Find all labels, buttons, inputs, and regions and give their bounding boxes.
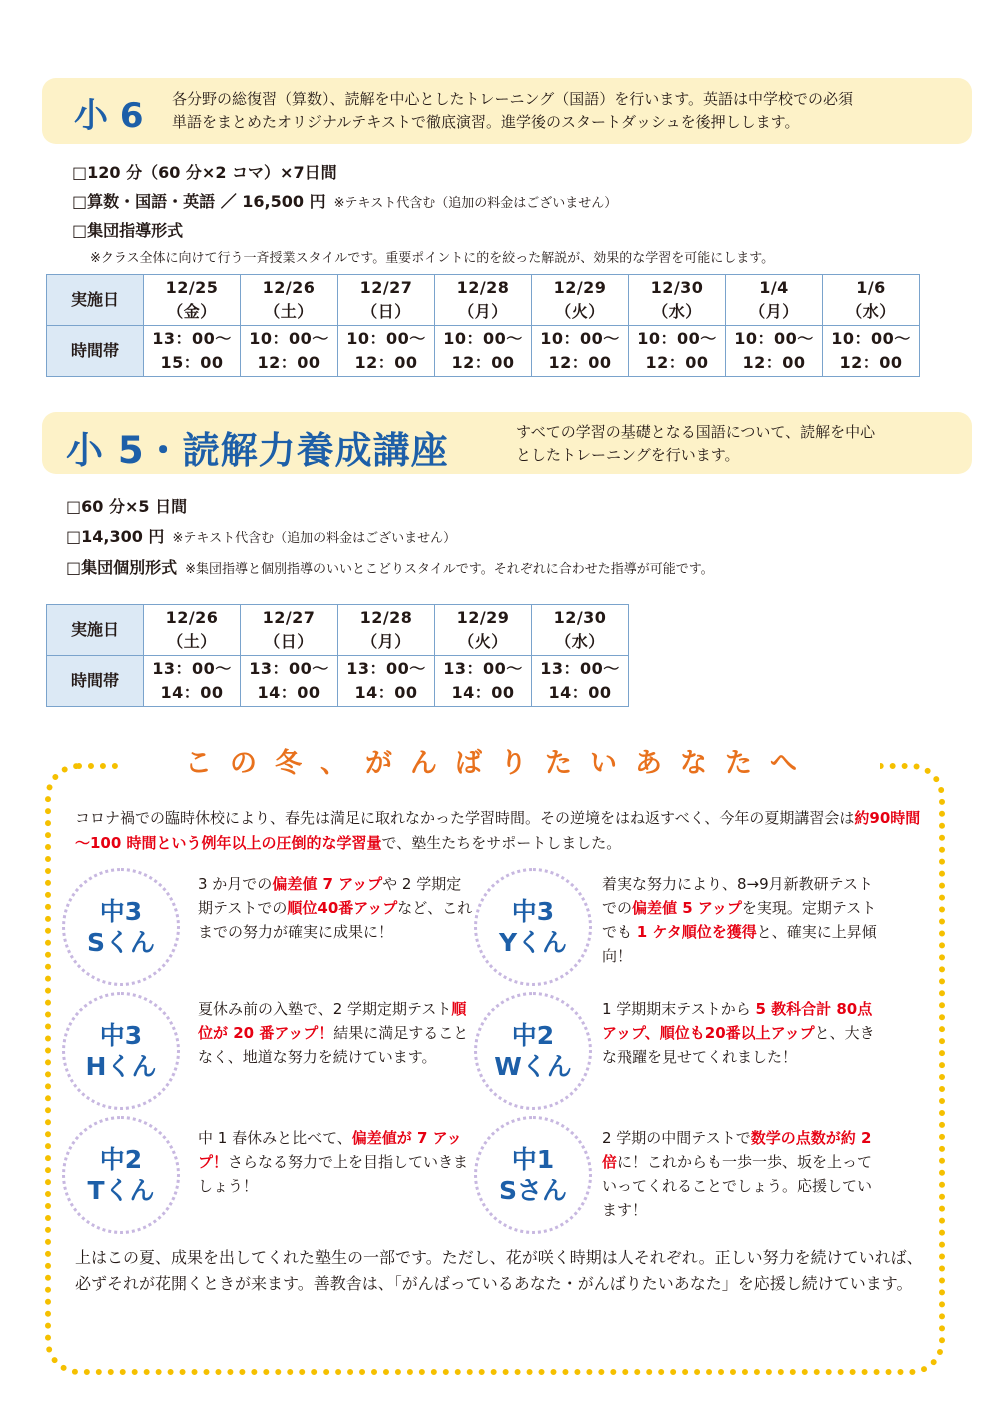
date-cell	[144, 275, 241, 326]
story-text: 夏休み前の入塾で、2 学期定期テスト	[198, 1000, 452, 1018]
student-badge	[62, 1116, 180, 1234]
time-start: 10：00～	[637, 329, 717, 348]
date-value: 12/27	[262, 608, 316, 627]
intro-highlight: 約90時間～100 時間という例年以上の圧倒的な学習量	[75, 809, 921, 852]
weekday-value: （水）	[652, 302, 702, 321]
story-text: 2 学期の中間テストで	[602, 1129, 751, 1147]
date-header: 実施日	[47, 605, 144, 656]
time-end: 14：00	[548, 683, 612, 702]
g5-format-note: ※集団指導と個別指導のいいとこどりスタイルです。それぞれに合わせた指導が可能です。	[185, 562, 714, 577]
time-cell	[144, 326, 241, 377]
date-value: 12/29	[553, 278, 607, 297]
date-value: 12/30	[553, 608, 607, 627]
date-cell	[338, 605, 435, 656]
time-end: 12：00	[839, 353, 903, 372]
weekday-value: （火）	[555, 302, 605, 321]
time-start: 10：00～	[346, 329, 426, 348]
student-badge	[62, 992, 180, 1110]
time-row	[47, 656, 629, 707]
time-cell	[338, 326, 435, 377]
time-start: 13：00～	[249, 659, 329, 678]
weekday-value: （水）	[846, 302, 896, 321]
g5-duration: □60 分×5 日間	[66, 497, 188, 516]
story-highlight: 偏差値 5 アップ	[632, 899, 742, 917]
story-highlight: 偏差値が 7 アップ！	[198, 1129, 462, 1171]
date-cell	[435, 275, 532, 326]
g5-title: 小 5・読解力養成講座	[66, 429, 449, 472]
date-value: 12/29	[456, 608, 510, 627]
story-text: に！これからも一歩一歩、坂を上っていってくれることでしょう。応援しています！	[602, 1153, 873, 1219]
time-start: 10：00～	[249, 329, 329, 348]
date-value: 1/6	[856, 278, 886, 297]
student-story	[198, 872, 473, 944]
date-cell	[532, 605, 629, 656]
date-header: 実施日	[47, 275, 144, 326]
story-text: さらなる努力で上を目指していきましょう！	[198, 1153, 469, 1195]
time-cell	[532, 656, 629, 707]
date-value: 12/27	[359, 278, 413, 297]
time-end: 12：00	[257, 353, 321, 372]
time-start: 10：00～	[734, 329, 814, 348]
time-row	[47, 326, 920, 377]
g6-format-note: ※クラス全体に向けて行う一斉授業スタイルです。重要ポイントに的を絞った解説が、効果的な学習を可能にします。	[90, 251, 775, 266]
g5-schedule-table	[46, 604, 629, 707]
time-start: 13：00～	[346, 659, 426, 678]
date-cell	[338, 275, 435, 326]
student-badge	[474, 868, 592, 986]
student-grade: 中2	[511, 1021, 555, 1050]
date-value: 12/28	[359, 608, 413, 627]
g6-format: □集団指導形式	[72, 221, 184, 240]
time-start: 10：00～	[831, 329, 911, 348]
time-end: 14：00	[354, 683, 418, 702]
time-cell	[241, 656, 338, 707]
student-name: Sくん	[86, 928, 155, 957]
story-text: と、大きな飛躍を見せてくれました！	[602, 1024, 875, 1066]
story-highlight: 5 教科合計 80点アップ、順位も20番以上アップ	[602, 1000, 873, 1042]
g5-format-text: □集団個別形式	[66, 558, 178, 577]
weekday-value: （月）	[361, 632, 411, 651]
student-name: Sさん	[498, 1176, 567, 1205]
student-name: Hくん	[85, 1052, 157, 1081]
g5-format	[66, 555, 714, 578]
story-highlight: 順位が 20 番アップ！	[198, 1000, 467, 1042]
story-text: など、これまでの努力が確実に成果に！	[198, 899, 473, 941]
story-highlight: 数学の点数が約 2 倍	[602, 1129, 872, 1171]
student-name: Yくん	[498, 928, 568, 957]
date-cell	[532, 275, 629, 326]
time-header: 時間帯	[47, 326, 144, 377]
student-story	[198, 997, 473, 1069]
student-grade: 中3	[99, 1021, 143, 1050]
time-cell	[338, 656, 435, 707]
time-end: 12：00	[548, 353, 612, 372]
time-cell	[435, 326, 532, 377]
time-end: 14：00	[257, 683, 321, 702]
story-text: 中 1 春休みと比べて、	[198, 1129, 352, 1147]
student-grade: 中3	[511, 897, 555, 926]
g6-schedule-table	[46, 274, 920, 377]
winter-title: この冬、がんばりたいあなたへ	[120, 746, 880, 782]
g6-price	[72, 189, 617, 212]
story-text: を実現。定期テストでも	[602, 899, 877, 941]
weekday-value: （月）	[458, 302, 508, 321]
date-value: 12/26	[165, 608, 219, 627]
intro-part-c: で、塾生たちをサポートしました。	[381, 834, 622, 852]
time-start: 13：00～	[152, 659, 232, 678]
date-value: 12/28	[456, 278, 510, 297]
time-end: 12：00	[354, 353, 418, 372]
time-header: 時間帯	[47, 656, 144, 707]
g6-title: 小 6	[74, 96, 144, 136]
weekday-value: （土）	[264, 302, 314, 321]
date-cell	[241, 605, 338, 656]
student-story	[198, 1126, 473, 1198]
weekday-value: （土）	[167, 632, 217, 651]
time-end: 14：00	[160, 683, 224, 702]
story-text: と、確実に上昇傾向！	[602, 923, 877, 965]
date-row	[47, 275, 920, 326]
student-badge	[62, 868, 180, 986]
winter-intro	[75, 806, 925, 856]
time-start: 10：00～	[443, 329, 523, 348]
g5-price	[66, 524, 456, 547]
date-row	[47, 605, 629, 656]
g5-description	[516, 421, 875, 467]
date-value: 12/26	[262, 278, 316, 297]
story-highlight: 順位40番アップ	[287, 899, 398, 917]
date-value: 12/30	[650, 278, 704, 297]
time-start: 13：00～	[540, 659, 620, 678]
intro-part-b: 習会は	[809, 809, 855, 827]
student-grade: 中2	[99, 1145, 143, 1174]
g6-desc-line1: 各分野の総復習（算数）、読解を中心としたトレーニング（国語）を行います。英語は中学校での必須	[172, 90, 854, 108]
g5-desc-line2: としたトレーニングを行います。	[516, 446, 740, 464]
time-start: 13：00～	[443, 659, 523, 678]
time-end: 12：00	[451, 353, 515, 372]
date-cell	[726, 275, 823, 326]
story-highlight: 1 ケタ順位を獲得	[636, 923, 757, 941]
weekday-value: （火）	[458, 632, 508, 651]
weekday-value: （日）	[264, 632, 314, 651]
weekday-value: （水）	[555, 632, 605, 651]
student-badge	[474, 992, 592, 1110]
date-cell	[823, 275, 920, 326]
time-cell	[823, 326, 920, 377]
closing-text: 上はこの夏、成果を出してくれた塾生の一部です。ただし、花が咲く時期は人それぞれ。正しい努力を続けていれば、必ずそれが花開くときが来ます。善教舎は、「がんばっているあなた・がんばりたいあなた」を応援し続けています。	[75, 1248, 923, 1293]
story-text: 着実な努力により、8→9月新教研テストでの	[602, 875, 874, 917]
g5-price-text: □14,300 円	[66, 527, 165, 546]
date-cell	[435, 605, 532, 656]
weekday-value: （日）	[361, 302, 411, 321]
student-story	[602, 872, 877, 968]
g6-price-text: □算数・国語・英語 ／ 16,500 円	[72, 192, 326, 211]
g5-price-note: ※テキスト代含む（追加の料金はございません）	[172, 531, 457, 546]
student-grade: 中1	[511, 1145, 555, 1174]
g6-duration: □120 分（60 分×2 コマ）×7日間	[72, 163, 337, 182]
weekday-value: （金）	[167, 302, 217, 321]
student-name: Tくん	[87, 1176, 155, 1205]
g6-desc-line2: 単語をまとめたオリジナルテキストで徹底演習。進学後のスタートダッシュを後押しします。	[172, 113, 800, 131]
date-cell	[144, 605, 241, 656]
story-text: 1 学期期末テストから	[602, 1000, 756, 1018]
story-text: や 2 学期定期テストでの	[198, 875, 462, 917]
student-grade: 中3	[99, 897, 143, 926]
time-end: 14：00	[451, 683, 515, 702]
g6-description	[172, 88, 853, 134]
date-cell	[241, 275, 338, 326]
date-cell	[629, 275, 726, 326]
g5-desc-line1: すべての学習の基礎となる国語について、読解を中心	[516, 423, 876, 441]
student-story	[602, 997, 877, 1069]
g6-price-note: ※テキスト代含む（追加の料金はございません）	[333, 196, 618, 211]
date-value: 12/25	[165, 278, 219, 297]
story-text: 結果に満足することなく、地道な努力を続けています。	[198, 1024, 469, 1066]
time-cell	[726, 326, 823, 377]
time-cell	[629, 326, 726, 377]
story-text: 3 か月での	[198, 875, 273, 893]
time-cell	[435, 656, 532, 707]
g6-banner	[42, 78, 972, 144]
time-cell	[241, 326, 338, 377]
time-cell	[144, 656, 241, 707]
time-end: 15：00	[160, 353, 224, 372]
intro-part-a: コロナ禍での臨時休校により、春先は満足に取れなかった学習時間。その逆境をはね返すべく、今年の夏期講	[75, 809, 810, 827]
g5-banner	[42, 412, 972, 474]
date-value: 1/4	[759, 278, 789, 297]
student-badge	[474, 1116, 592, 1234]
time-end: 12：00	[645, 353, 709, 372]
time-start: 10：00～	[540, 329, 620, 348]
time-start: 13：00～	[152, 329, 232, 348]
time-end: 12：00	[742, 353, 806, 372]
student-name: Wくん	[494, 1052, 572, 1081]
student-story	[602, 1126, 877, 1222]
time-cell	[532, 326, 629, 377]
weekday-value: （月）	[749, 302, 799, 321]
story-highlight: 偏差値 7 アップ	[272, 875, 383, 893]
